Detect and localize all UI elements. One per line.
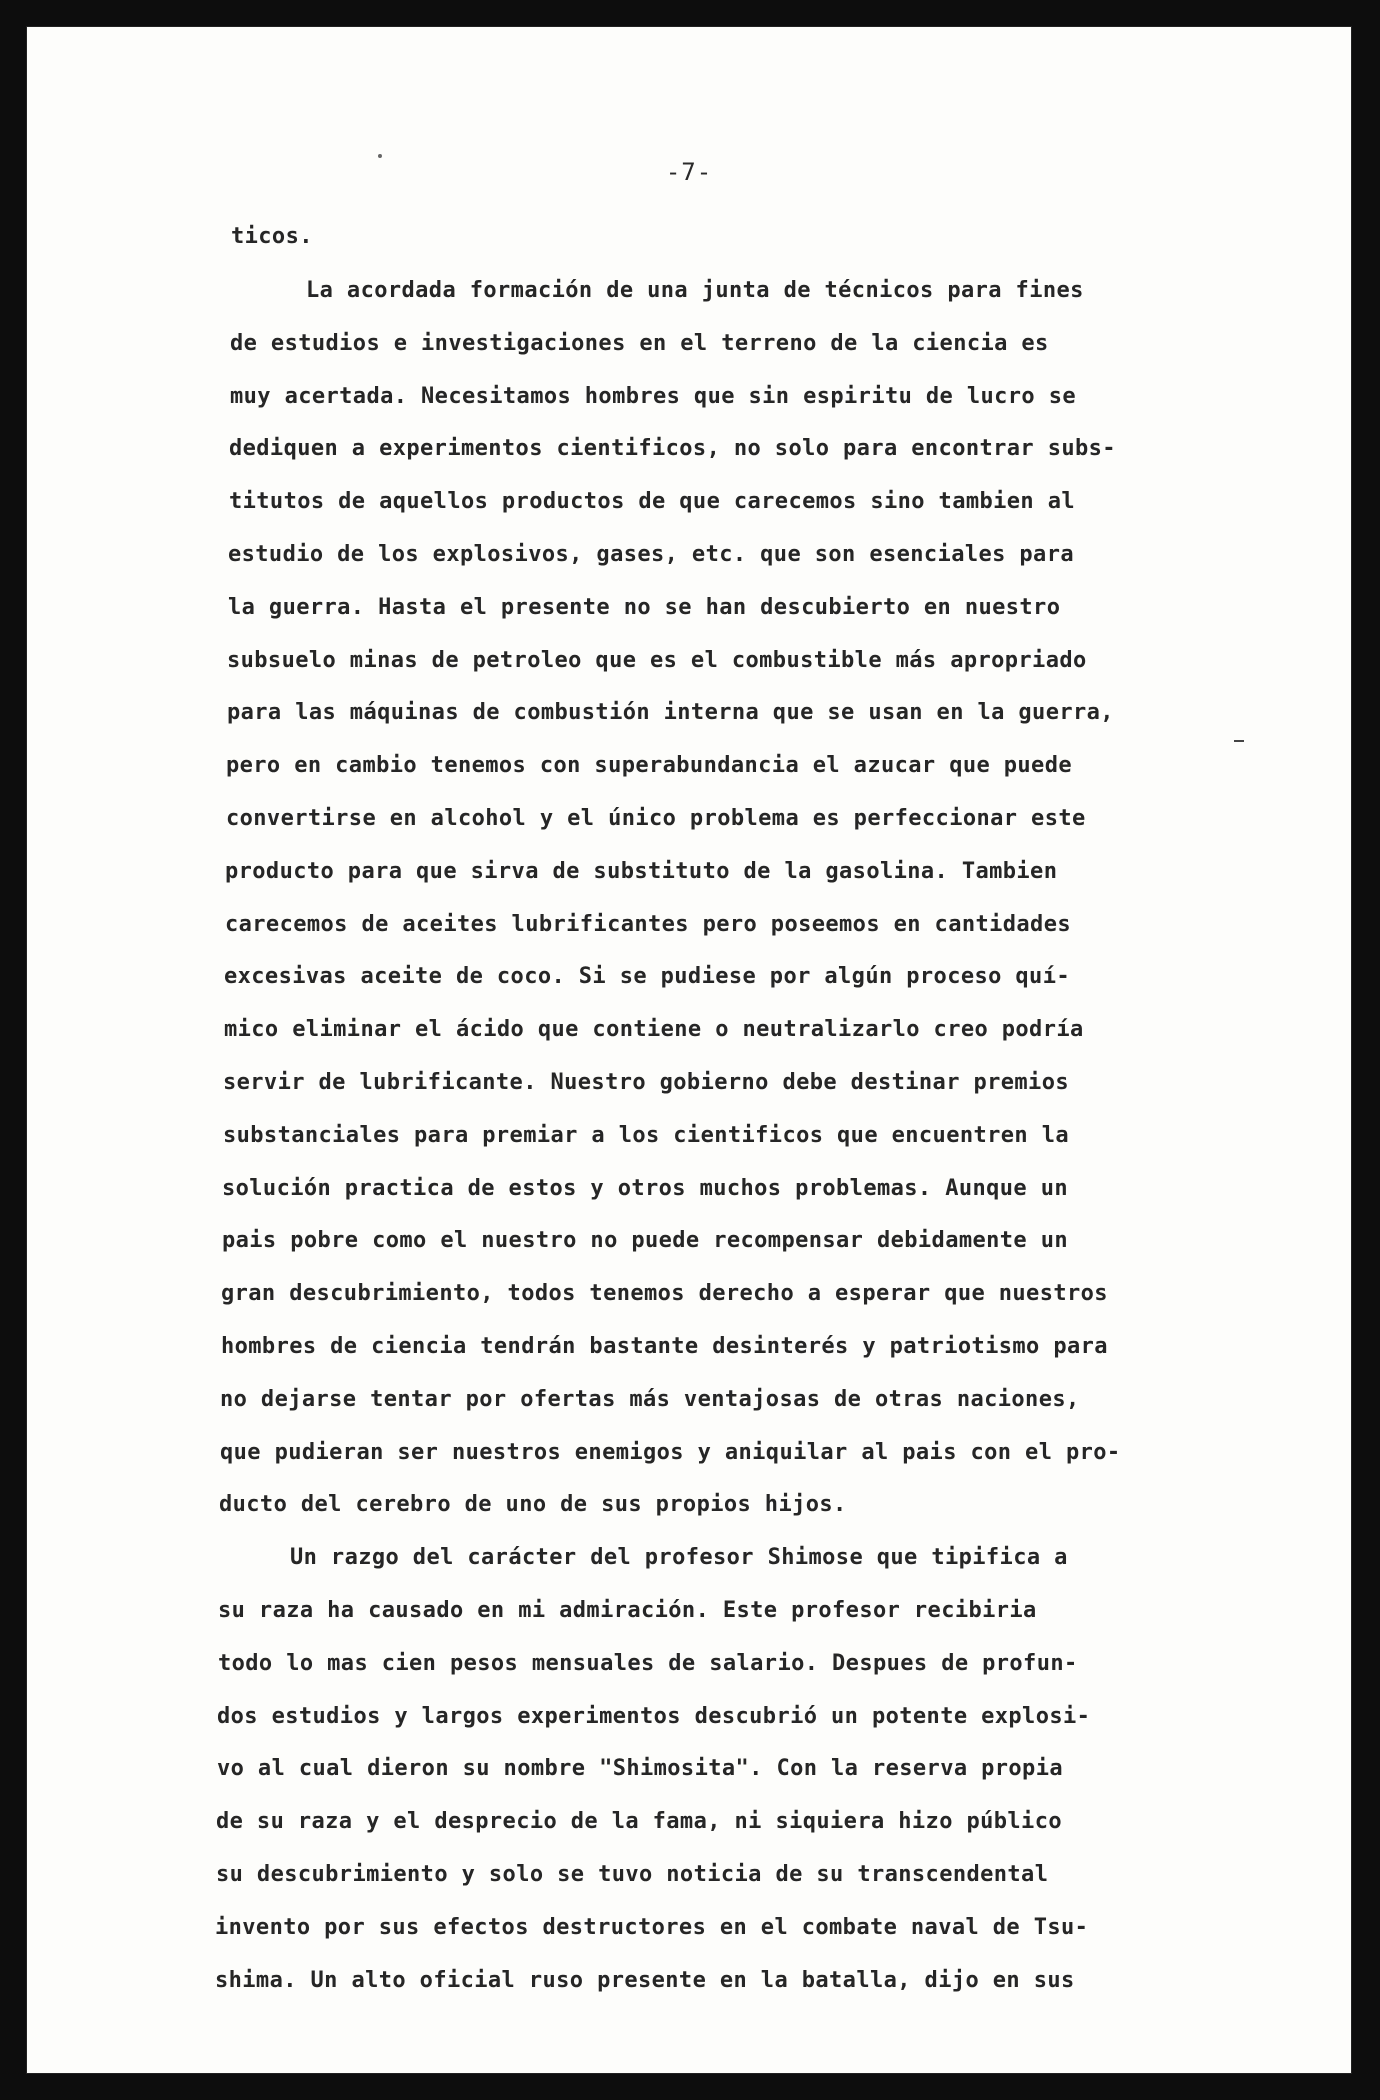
text-line: la guerra. Hasta el presente no se han descubierto en nuestro [228,595,1061,620]
text-line: invento por sus efectos destructores en el combate naval de Tsu- [215,1915,1089,1940]
text-line: La acordada formación de una junta de técnicos para fines [306,278,1084,303]
text-line: carecemos de aceites lubrificantes pero poseemos en cantidades [225,912,1071,937]
text-line: producto para que sirva de substituto de la gasolina. Tambien [225,859,1058,884]
text-line: convertirse en alcohol y el único problema es perfeccionar este [226,806,1086,831]
text-line: de estudios e investigaciones en el terreno de la ciencia es [230,331,1049,356]
text-line: substanciales para premiar a los cientificos que encuentren la [223,1123,1069,1148]
text-line: subsuelo minas de petroleo que es el combustible más apropriado [227,648,1087,673]
text-line: mico eliminar el ácido que contiene o neutralizarlo creo podría [224,1017,1084,1042]
text-line: dediquen a experimentos cientificos, no solo para encontrar subs- [229,436,1116,461]
text-line: muy acertada. Necesitamos hombres que sin espiritu de lucro se [230,384,1076,409]
text-line: hombres de ciencia tendrán bastante desinterés y patriotismo para [221,1334,1108,1359]
text-line: pais pobre como el nuestro no puede recompensar debidamente un [222,1228,1068,1253]
text-line: para las máquinas de combustión interna que se usan en la guerra, [227,700,1114,725]
text-line: shima. Un alto oficial ruso presente en la batalla, dijo en sus [215,1968,1075,1993]
page-number: -7- [665,158,713,186]
text-line: gran descubrimiento, todos tenemos derecho a esperar que nuestros [221,1281,1108,1306]
text-line: todo lo mas cien pesos mensuales de salario. Despues de profun- [218,1651,1078,1676]
text-line: solución practica de estos y otros muchos problemas. Aunque un [222,1176,1068,1201]
text-line: su raza ha causado en mi admiración. Este profesor recibiria [218,1598,1037,1623]
text-line: dos estudios y largos experimentos descubrió un potente explosi- [217,1704,1091,1729]
text-line: de su raza y el desprecio de la fama, ni siquiera hizo público [216,1809,1062,1834]
text-line: no dejarse tentar por ofertas más ventajosas de otras naciones, [220,1387,1080,1412]
text-line: estudio de los explosivos, gases, etc. que son esenciales para [228,542,1074,567]
text-line: que pudieran ser nuestros enemigos y aniquilar al pais con el pro- [220,1440,1121,1465]
text-line: ticos. [231,224,313,249]
text-line: titutos de aquellos productos de que carecemos sino tambien al [229,489,1075,514]
text-line: excesivas aceite de coco. Si se pudiese por algún proceso quí- [224,964,1070,989]
text-line: su descubrimiento y solo se tuvo noticia de su transcendental [216,1862,1049,1887]
text-line: vo al cual dieron su nombre "Shimosita". Con la reserva propia [217,1756,1063,1781]
document-page [26,26,1352,2074]
text-line: pero en cambio tenemos con superabundancia el azucar que puede [226,753,1072,778]
text-line: servir de lubrificante. Nuestro gobierno debe destinar premios [223,1070,1069,1095]
margin-tick-mark [1234,740,1244,742]
text-line: Un razgo del carácter del profesor Shimose que tipifica a [290,1545,1068,1570]
text-line: ducto del cerebro de uno de sus propios hijos. [219,1492,847,1517]
